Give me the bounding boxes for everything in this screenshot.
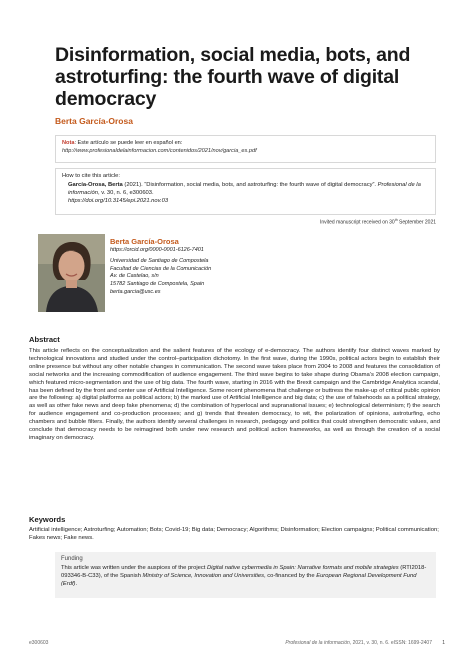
keywords-heading: Keywords xyxy=(29,515,66,524)
address-line-1: Av. de Castelao, s/n xyxy=(110,273,159,280)
affiliation-university: Universidad de Santiago de Compostela xyxy=(110,258,209,265)
citation-body xyxy=(62,181,429,205)
affiliation-faculty: Facultad de Ciencias de la Comunicación xyxy=(110,265,212,272)
author-details-name: Berta García-Orosa xyxy=(110,237,179,246)
funding-body xyxy=(61,564,430,588)
citation-text-a: (2021). “Disinformation, social media, bots, and astroturfing: the fourth wave of digital democracy”. xyxy=(122,182,378,188)
orcid-link[interactable]: https://orcid.org/0000-0001-6126-7401 xyxy=(110,246,204,253)
citation-box xyxy=(55,168,436,215)
citation-author: García-Orosa, Berta xyxy=(68,182,123,188)
funding-fund: European Regional Development Fund (Erdf) xyxy=(61,573,417,587)
funding-text-a: This article was written under the auspices of the project xyxy=(61,565,207,571)
abstract-heading: Abstract xyxy=(29,335,60,344)
footer-article-id: e300603 xyxy=(29,640,49,646)
received-text: Invited manuscript received on 30 xyxy=(319,219,395,226)
funding-heading: Funding xyxy=(61,556,83,562)
abstract-body: This article reflects on the conceptualization and the salient features of the ecology of e-democracy. The authors identify four distinct waves marked by technological innovations and studied under the control–participation dichotomy. In the first wave, during the 1990s, political actors begin to establish their online presence but without any other notable changes in communication. The second wave takes place from 2004 to 2008 and features the consolidation of social networks and the increasing commodification of audience engagement. The third wave begins to take shape during Obama’s 2008 election campaign, which featured micro-segmentation and the use of big data. The fourth wave, starting in 2016 with the Brexit campaign and the Cambridge Analytica scandal, has been defined by the front and center use of Artificial Intelligence. Some recent phenomena that challenge or buttress the make-up of critical public opinion are the following: a) digital platforms as political actors; b) the marked use of Artificial Intelligence and big data; c) the use of falsehoods as a political strategy, as well as other fake news and deep fake phenomena; d) the combination of hyperlocal and supranational issues; e) technological determinism; f) the search for audience engagement and co-production processes; and g) trends that threaten democracy, to wit, the polarization of opinions, astroturfing, echo chambers and bubble filters. Finally, the authors identify several challenges in research, pedagogy and politics that could strengthen democratic values, and conclude that democracy needs to be reimagined both under new research and political action frameworks, as well as through the creation of a social imaginary on democracy. xyxy=(29,348,440,441)
footer-issue: , 2021, v. 30, n. 6. eISSN: 1699-2407 xyxy=(349,640,432,646)
funding-text-c: , co-financed by the xyxy=(264,573,317,579)
address-line-2: 15782 Santiago de Compostela, Spain xyxy=(110,280,205,287)
nota-link[interactable]: http://www.profesionaldelainformacion.com/contenidos/2021/nov/garcia_es.pdf xyxy=(62,148,257,154)
author-details xyxy=(110,238,211,296)
citation-heading: How to cite this article: xyxy=(62,173,120,179)
received-rest: September 2021 xyxy=(397,219,436,226)
funding-text-b: (RTI2018-093346-B-C33), of the Spanish xyxy=(61,565,427,579)
author-portrait-image xyxy=(38,234,105,312)
citation-doi-link[interactable]: https://doi.org/10.3145/epi.2021.nov.03 xyxy=(68,198,169,204)
language-note-box xyxy=(55,135,436,163)
author-name: Berta García-Orosa xyxy=(55,116,133,126)
received-sup: th xyxy=(394,218,398,222)
footer-journal-info xyxy=(285,640,432,646)
funding-text-d: . xyxy=(75,581,78,587)
funding-box xyxy=(55,552,436,598)
funding-project: Digital native cybermedia in Spain: Narrative formats and mobile strategies xyxy=(206,565,399,571)
article-title: Disinformation, social media, bots, and astroturfing: the fourth wave of digital democracy xyxy=(55,44,411,110)
author-email[interactable]: berta.garcia@usc.es xyxy=(110,288,161,295)
nota-label: Nota xyxy=(62,140,75,146)
received-note xyxy=(292,218,436,226)
citation-text-b: , v. 30, n. 6, e300603. xyxy=(97,190,154,196)
footer-journal: Profesional de la información xyxy=(285,640,350,646)
funding-ministry: Ministry of Science, Innovation and Universities xyxy=(142,573,264,579)
citation-journal: Profesional de la información xyxy=(68,182,421,196)
page-number: 1 xyxy=(442,640,445,646)
keywords-body: Artificial intelligence; Astroturfing; Automation; Bots; Covid-19; Big data; Democracy; Algorithms; Disinformation; Election campaigns; Political communication; Fakes news; Fake news. xyxy=(29,527,439,541)
author-photo xyxy=(38,234,105,312)
nota-text: : Este artículo se puede leer en español en: xyxy=(74,140,183,146)
